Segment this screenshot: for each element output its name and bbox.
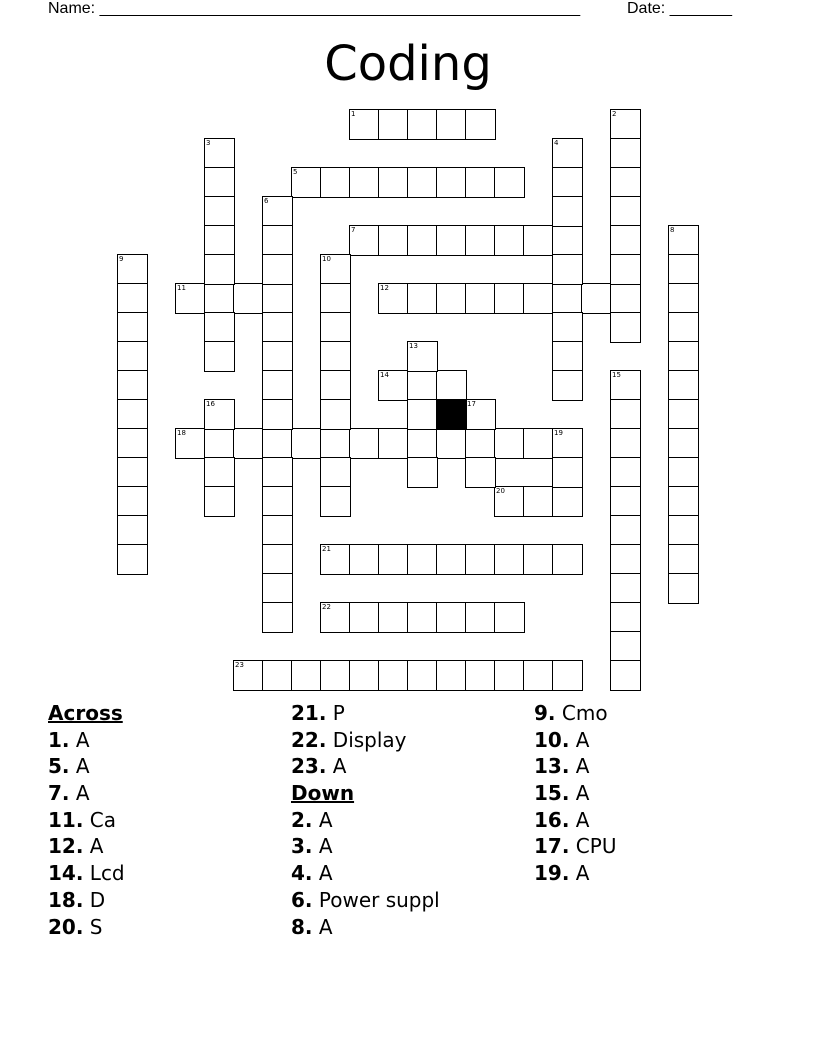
crossword-cell[interactable]: [610, 428, 641, 459]
crossword-cell[interactable]: [552, 457, 583, 488]
clue-number: 9: [119, 255, 124, 263]
crossword-cell[interactable]: [349, 109, 380, 140]
clue-number: 5: [293, 168, 298, 176]
clue-number: 3: [206, 139, 211, 147]
crossword-cell[interactable]: [465, 225, 496, 256]
clue-item: [48, 727, 125, 754]
crossword-cell[interactable]: [349, 660, 380, 691]
crossword-cell[interactable]: [523, 225, 554, 256]
crossword-cell[interactable]: [436, 602, 467, 633]
crossword-cell[interactable]: [610, 573, 641, 604]
clue-item: [48, 807, 125, 834]
crossword-cell[interactable]: [668, 457, 699, 488]
clue-item-text: A: [69, 781, 90, 806]
clue-item-text: A: [569, 781, 590, 806]
crossword-cell[interactable]: [407, 399, 438, 430]
crossword-cell[interactable]: [233, 660, 264, 691]
clue-number: 19: [554, 429, 563, 437]
crossword-cell[interactable]: [407, 660, 438, 691]
clue-item-number: 14.: [48, 861, 84, 886]
crossword-cell[interactable]: [523, 544, 554, 575]
crossword-cell[interactable]: [668, 370, 699, 401]
crossword-cell[interactable]: [610, 486, 641, 517]
crossword-cell[interactable]: [117, 457, 148, 488]
crossword-cell[interactable]: [320, 428, 351, 459]
crossword-cell[interactable]: [378, 283, 409, 314]
crossword-cell[interactable]: [262, 428, 293, 459]
clue-number: 2: [612, 110, 617, 118]
crossword-cell[interactable]: [436, 660, 467, 691]
crossword-cell[interactable]: [320, 602, 351, 633]
crossword-cell[interactable]: [552, 138, 583, 169]
crossword-cell[interactable]: [610, 457, 641, 488]
crossword-cell[interactable]: [407, 457, 438, 488]
crossword-cell[interactable]: [320, 457, 351, 488]
clue-item: [534, 780, 616, 807]
clue-number: 16: [206, 400, 215, 408]
crossword-cell[interactable]: [494, 428, 525, 459]
crossword-cell[interactable]: [407, 602, 438, 633]
crossword-cell[interactable]: [610, 515, 641, 546]
crossword-cell[interactable]: [378, 370, 409, 401]
crossword-cell[interactable]: [262, 225, 293, 256]
clue-item: [291, 833, 440, 860]
clue-number: 22: [322, 603, 331, 611]
crossword-cell[interactable]: [262, 399, 293, 430]
clue-number: 17: [467, 400, 476, 408]
crossword-cell[interactable]: [436, 225, 467, 256]
crossword-cell[interactable]: [378, 428, 409, 459]
crossword-cell[interactable]: [668, 254, 699, 285]
crossword-cell[interactable]: [465, 167, 496, 198]
clue-item-text: P: [326, 701, 345, 725]
crossword-cell[interactable]: [494, 660, 525, 691]
clue-item: [291, 753, 440, 780]
clue-number: 8: [670, 226, 675, 234]
clue-item: [291, 807, 440, 834]
crossword-cell[interactable]: [552, 283, 583, 314]
crossword-cell[interactable]: [233, 283, 264, 314]
crossword-cell[interactable]: [320, 167, 351, 198]
clue-item-number: 20.: [48, 914, 84, 939]
crossword-cell[interactable]: [291, 167, 322, 198]
crossword-cell[interactable]: [610, 399, 641, 430]
clue-number: 7: [351, 226, 356, 234]
crossword-cell[interactable]: [552, 312, 583, 343]
crossword-cell[interactable]: [262, 660, 293, 691]
crossword-cell[interactable]: [117, 312, 148, 343]
crossword-cell[interactable]: [175, 428, 206, 459]
clue-item: [534, 860, 616, 887]
crossword-cell[interactable]: [320, 544, 351, 575]
clue-number: 4: [554, 139, 559, 147]
clue-item-number: 4.: [291, 861, 313, 886]
clue-item-text: A: [569, 807, 590, 832]
clue-number: 23: [235, 661, 244, 669]
clue-number: 6: [264, 197, 269, 205]
crossword-cell[interactable]: [407, 167, 438, 198]
clue-item-text: Ca: [83, 807, 117, 832]
clue-item-text: A: [312, 914, 333, 939]
crossword-cell[interactable]: [204, 341, 235, 372]
crossword-cell[interactable]: [349, 602, 380, 633]
crossword-cell[interactable]: [204, 428, 235, 459]
clue-item: [534, 833, 616, 860]
crossword-cell[interactable]: [668, 515, 699, 546]
crossword-cell[interactable]: [204, 196, 235, 227]
crossword-cell[interactable]: [378, 602, 409, 633]
clue-item-number: 11.: [48, 807, 84, 832]
crossword-cell[interactable]: [494, 283, 525, 314]
clue-item-text: Lcd: [83, 861, 125, 886]
clue-number: 15: [612, 371, 621, 379]
crossword-cell[interactable]: [523, 660, 554, 691]
black-cell: [436, 399, 467, 430]
crossword-cell[interactable]: [610, 631, 641, 662]
crossword-cell[interactable]: [465, 544, 496, 575]
clue-item-number: 5.: [48, 754, 70, 779]
crossword-cell[interactable]: [610, 370, 641, 401]
crossword-cell[interactable]: [436, 370, 467, 401]
crossword-cell[interactable]: [465, 660, 496, 691]
crossword-cell[interactable]: [552, 370, 583, 401]
crossword-cell[interactable]: [610, 167, 641, 198]
crossword-cell[interactable]: [117, 370, 148, 401]
crossword-cell[interactable]: [320, 370, 351, 401]
crossword-cell[interactable]: [175, 283, 206, 314]
crossword-cell[interactable]: [262, 196, 293, 227]
clue-item: [534, 753, 616, 780]
crossword-cell[interactable]: [494, 486, 525, 517]
crossword-cell[interactable]: [204, 283, 235, 314]
crossword-cell[interactable]: [320, 399, 351, 430]
crossword-cell[interactable]: [262, 341, 293, 372]
clue-column-3: [534, 700, 616, 887]
crossword-cell[interactable]: [668, 399, 699, 430]
clue-item-number: 19.: [534, 861, 570, 886]
clue-item-number: 16.: [534, 807, 570, 832]
clue-number: 10: [322, 255, 331, 263]
clue-item-text: A: [569, 727, 590, 752]
clue-item-text: CPU: [569, 834, 617, 859]
clue-item: [291, 887, 440, 914]
clue-item: [291, 700, 440, 727]
clue-item-number: 9.: [534, 701, 556, 725]
crossword-cell[interactable]: [494, 544, 525, 575]
crossword-cell[interactable]: [349, 428, 380, 459]
crossword-cell[interactable]: [610, 312, 641, 343]
date-field: Date: _______: [627, 0, 732, 17]
clue-column-1: [48, 700, 125, 940]
crossword-cell[interactable]: [668, 225, 699, 256]
crossword-cell[interactable]: [436, 167, 467, 198]
crossword-cell[interactable]: [320, 283, 351, 314]
crossword-cell[interactable]: [378, 660, 409, 691]
crossword-cell[interactable]: [117, 341, 148, 372]
crossword-cell[interactable]: [378, 225, 409, 256]
crossword-cell[interactable]: [320, 660, 351, 691]
crossword-cell[interactable]: [552, 254, 583, 285]
crossword-cell[interactable]: [262, 283, 293, 314]
crossword-cell[interactable]: [668, 428, 699, 459]
clue-item-text: A: [312, 834, 333, 859]
crossword-cell[interactable]: [465, 428, 496, 459]
clue-item-text: A: [312, 807, 333, 832]
clue-item-text: A: [83, 834, 104, 859]
crossword-cell[interactable]: [610, 225, 641, 256]
crossword-cell[interactable]: [668, 544, 699, 575]
crossword-cell[interactable]: [262, 486, 293, 517]
crossword-cell[interactable]: [407, 283, 438, 314]
crossword-cell[interactable]: [262, 370, 293, 401]
clue-item: [48, 833, 125, 860]
clue-item-number: 22.: [291, 727, 327, 752]
crossword-cell[interactable]: [668, 312, 699, 343]
crossword-cell[interactable]: [204, 225, 235, 256]
clue-item: [48, 860, 125, 887]
crossword-cell[interactable]: [262, 602, 293, 633]
name-field: Name: ______________________________________________________: [48, 0, 581, 17]
crossword-cell[interactable]: [465, 399, 496, 430]
clue-number: 11: [177, 284, 186, 292]
crossword-cell[interactable]: [610, 254, 641, 285]
clue-item: [291, 860, 440, 887]
crossword-cell[interactable]: [465, 283, 496, 314]
clue-item-text: A: [569, 861, 590, 886]
crossword-cell[interactable]: [436, 283, 467, 314]
clue-number: 13: [409, 342, 418, 350]
clue-number: 14: [380, 371, 389, 379]
crossword-cell[interactable]: [494, 225, 525, 256]
crossword-cell[interactable]: [349, 544, 380, 575]
crossword-cell[interactable]: [494, 167, 525, 198]
crossword-cell[interactable]: [610, 109, 641, 140]
crossword-cell[interactable]: [668, 341, 699, 372]
crossword-cell[interactable]: [552, 486, 583, 517]
clue-item: [48, 753, 125, 780]
clue-item-number: 6.: [291, 887, 313, 912]
crossword-cell[interactable]: [117, 544, 148, 575]
clue-item-number: 8.: [291, 914, 313, 939]
crossword-cell[interactable]: [407, 341, 438, 372]
clue-item-text: D: [83, 887, 106, 912]
clue-item-number: 17.: [534, 834, 570, 859]
crossword-cell[interactable]: [610, 138, 641, 169]
crossword-cell[interactable]: [233, 428, 264, 459]
crossword-cell[interactable]: [262, 254, 293, 285]
crossword-cell[interactable]: [465, 457, 496, 488]
crossword-cell[interactable]: [436, 428, 467, 459]
crossword-cell[interactable]: [581, 283, 612, 314]
crossword-cell[interactable]: [204, 399, 235, 430]
crossword-cell[interactable]: [552, 196, 583, 227]
crossword-cell[interactable]: [291, 428, 322, 459]
clue-item: [48, 887, 125, 914]
crossword-cell[interactable]: [407, 225, 438, 256]
crossword-cell[interactable]: [117, 428, 148, 459]
crossword-cell[interactable]: [291, 660, 322, 691]
clue-item-number: 23.: [291, 754, 327, 779]
clue-column-2: [291, 700, 440, 940]
crossword-cell[interactable]: [320, 312, 351, 343]
crossword-cell[interactable]: [262, 544, 293, 575]
clue-item: [534, 807, 616, 834]
crossword-cell[interactable]: [523, 486, 554, 517]
crossword-cell[interactable]: [552, 341, 583, 372]
crossword-cell[interactable]: [117, 283, 148, 314]
crossword-cell[interactable]: [610, 544, 641, 575]
crossword-cell[interactable]: [610, 660, 641, 691]
crossword-cell[interactable]: [349, 225, 380, 256]
crossword-cell[interactable]: [320, 341, 351, 372]
crossword-cell[interactable]: [552, 428, 583, 459]
crossword-cell[interactable]: [552, 544, 583, 575]
clue-item-number: 12.: [48, 834, 84, 859]
clue-number: 18: [177, 429, 186, 437]
crossword-cell[interactable]: [320, 254, 351, 285]
clue-item-text: A: [312, 861, 333, 886]
crossword-cell[interactable]: [204, 167, 235, 198]
clue-item-number: 1.: [48, 727, 70, 752]
crossword-cell[interactable]: [117, 254, 148, 285]
crossword-cell[interactable]: [117, 486, 148, 517]
clue-item-number: 2.: [291, 807, 313, 832]
clue-item-number: 7.: [48, 781, 70, 806]
crossword-cell[interactable]: [407, 544, 438, 575]
crossword-cell[interactable]: [262, 515, 293, 546]
crossword-cell[interactable]: [668, 573, 699, 604]
clue-item-text: Cmo: [555, 701, 608, 725]
crossword-cell[interactable]: [465, 602, 496, 633]
clue-number: 12: [380, 284, 389, 292]
clue-number: 1: [351, 110, 356, 118]
crossword-cell[interactable]: [407, 109, 438, 140]
clue-item-text: A: [569, 754, 590, 779]
crossword-cell[interactable]: [378, 167, 409, 198]
crossword-cell[interactable]: [436, 544, 467, 575]
clue-item-text: A: [69, 754, 90, 779]
clue-item-number: 15.: [534, 781, 570, 806]
crossword-cell[interactable]: [117, 399, 148, 430]
clue-item-number: 18.: [48, 887, 84, 912]
crossword-cell[interactable]: [204, 486, 235, 517]
crossword-cell[interactable]: [494, 602, 525, 633]
crossword-cell[interactable]: [204, 254, 235, 285]
clue-item: [48, 780, 125, 807]
clue-item-text: Display: [326, 727, 407, 752]
clue-item-number: 3.: [291, 834, 313, 859]
crossword-cell[interactable]: [552, 167, 583, 198]
crossword-cell[interactable]: [436, 109, 467, 140]
crossword-cell[interactable]: [407, 428, 438, 459]
crossword-cell[interactable]: [378, 544, 409, 575]
clue-item-text: A: [326, 754, 347, 779]
clue-item: [534, 727, 616, 754]
clue-number: 21: [322, 545, 331, 553]
crossword-cell[interactable]: [552, 660, 583, 691]
clue-item-text: A: [69, 727, 90, 752]
crossword-cell[interactable]: [262, 457, 293, 488]
clue-item: [291, 914, 440, 941]
crossword-cell[interactable]: [262, 312, 293, 343]
clue-item-text: Power suppl: [312, 887, 440, 912]
crossword-cell[interactable]: [610, 283, 641, 314]
section-heading: Across: [48, 701, 123, 725]
crossword-cell[interactable]: [378, 109, 409, 140]
crossword-cell[interactable]: [407, 370, 438, 401]
clue-item-number: 10.: [534, 727, 570, 752]
page-title: Coding: [324, 36, 492, 92]
crossword-cell[interactable]: [610, 196, 641, 227]
crossword-cell[interactable]: [320, 486, 351, 517]
clue-item-number: 21.: [291, 701, 327, 725]
crossword-cell[interactable]: [552, 225, 583, 256]
crossword-cell[interactable]: [349, 167, 380, 198]
clue-item: [534, 700, 616, 727]
crossword-cell[interactable]: [610, 602, 641, 633]
crossword-cell[interactable]: [204, 312, 235, 343]
clue-item-text: S: [83, 914, 103, 939]
crossword-cell[interactable]: [523, 283, 554, 314]
crossword-cell[interactable]: [523, 428, 554, 459]
clue-item: [291, 727, 440, 754]
crossword-cell[interactable]: [668, 486, 699, 517]
section-heading: Down: [291, 781, 355, 806]
crossword-cell[interactable]: [117, 515, 148, 546]
crossword-cell[interactable]: [204, 138, 235, 169]
crossword-cell[interactable]: [262, 573, 293, 604]
crossword-cell[interactable]: [465, 109, 496, 140]
clue-item-number: 13.: [534, 754, 570, 779]
clue-number: 20: [496, 487, 505, 495]
crossword-cell[interactable]: [668, 283, 699, 314]
clue-item: [48, 914, 125, 941]
crossword-cell[interactable]: [204, 457, 235, 488]
